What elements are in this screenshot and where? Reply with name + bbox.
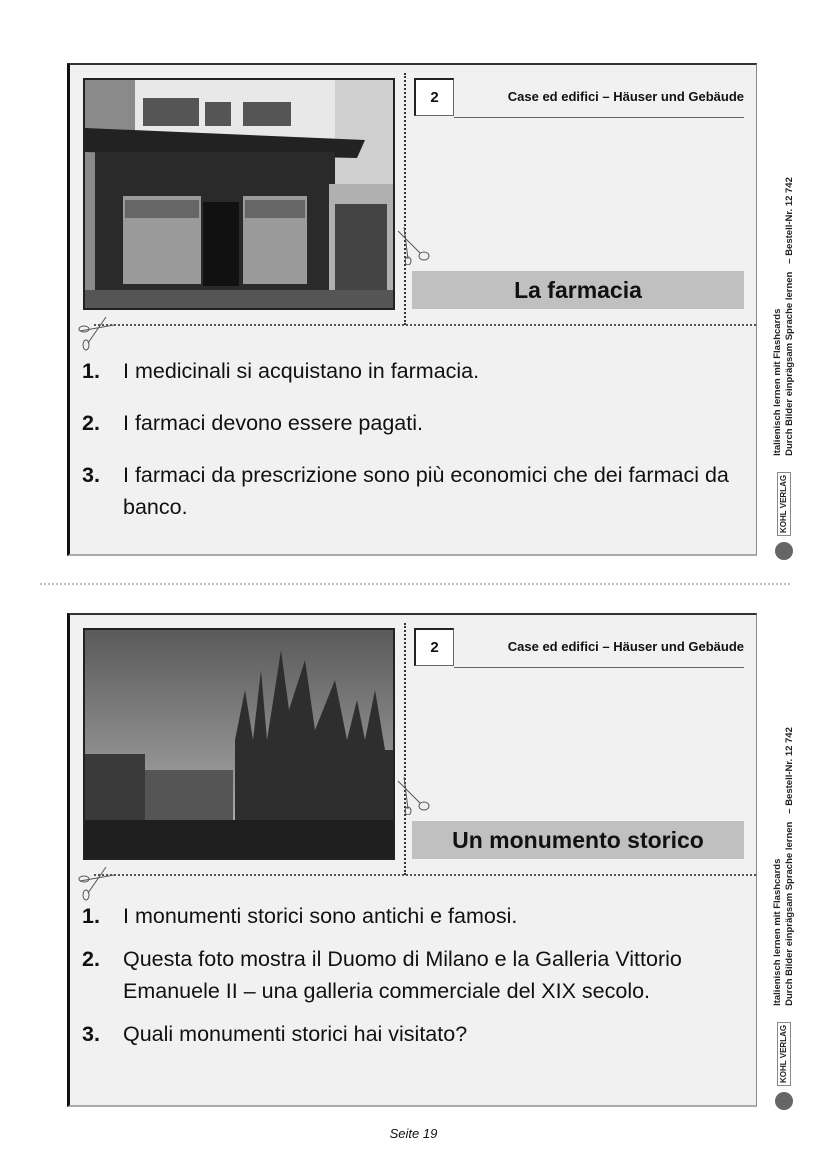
divider <box>454 117 744 118</box>
card-number: 2 <box>414 628 454 666</box>
sentence-list <box>82 900 736 1061</box>
scissors-icon <box>396 225 432 265</box>
cut-line-horizontal <box>94 874 756 876</box>
sidebar-credits: KOHL VERLAG Italienisch lernen mit Flashcards Durch Bilder einprägsam Sprache lernen – Bestell-Nr. 12 742 <box>772 700 818 1110</box>
category-label: Case ed edifici – Häuser und Gebäude <box>507 89 744 104</box>
category-label: Case ed edifici – Häuser und Gebäude <box>507 639 744 654</box>
page-number: Seite 19 <box>389 1126 438 1141</box>
sentence-list <box>82 355 736 543</box>
scissors-icon <box>396 775 432 815</box>
publisher-logo: KOHL VERLAG <box>777 472 791 536</box>
duomo-photo <box>83 628 395 860</box>
tree-logo-icon <box>775 542 793 560</box>
card-number: 2 <box>414 78 454 116</box>
page-cut-line <box>40 583 790 585</box>
list-item: 1. I monumenti storici sono antichi e famosi. <box>82 904 518 928</box>
list-item: 1. I medicinali si acquistano in farmacia. <box>82 359 480 383</box>
list-item: 3. I farmaci da prescrizione sono più economici che dei farmaci da banco. <box>82 463 729 519</box>
divider <box>454 667 744 668</box>
list-item: 2. I farmaci devono essere pagati. <box>82 411 423 435</box>
pharmacy-photo <box>83 78 395 310</box>
card-title: Un monumento storico <box>412 821 744 859</box>
list-item: 3. Quali monumenti storici hai visitato? <box>82 1022 468 1046</box>
sidebar-credits: KOHL VERLAG Italienisch lernen mit Flashcards Durch Bilder einprägsam Sprache lernen – Bestell-Nr. 12 742 <box>772 160 818 560</box>
flashcard-farmacia <box>67 63 757 556</box>
publisher-logo: KOHL VERLAG <box>777 1022 791 1086</box>
list-item: 2. Questa foto mostra il Duomo di Milano e la Galleria Vittorio Emanuele II – una galleria commerciale del XIX secolo. <box>82 947 682 1003</box>
tree-logo-icon <box>775 1092 793 1110</box>
scissors-icon <box>76 865 116 901</box>
cut-line-vertical <box>404 73 406 325</box>
cut-line-horizontal <box>94 324 756 326</box>
card-title: La farmacia <box>412 271 744 309</box>
cut-line-vertical <box>404 623 406 875</box>
scissors-icon <box>76 315 116 351</box>
flashcard-monumento <box>67 613 757 1107</box>
